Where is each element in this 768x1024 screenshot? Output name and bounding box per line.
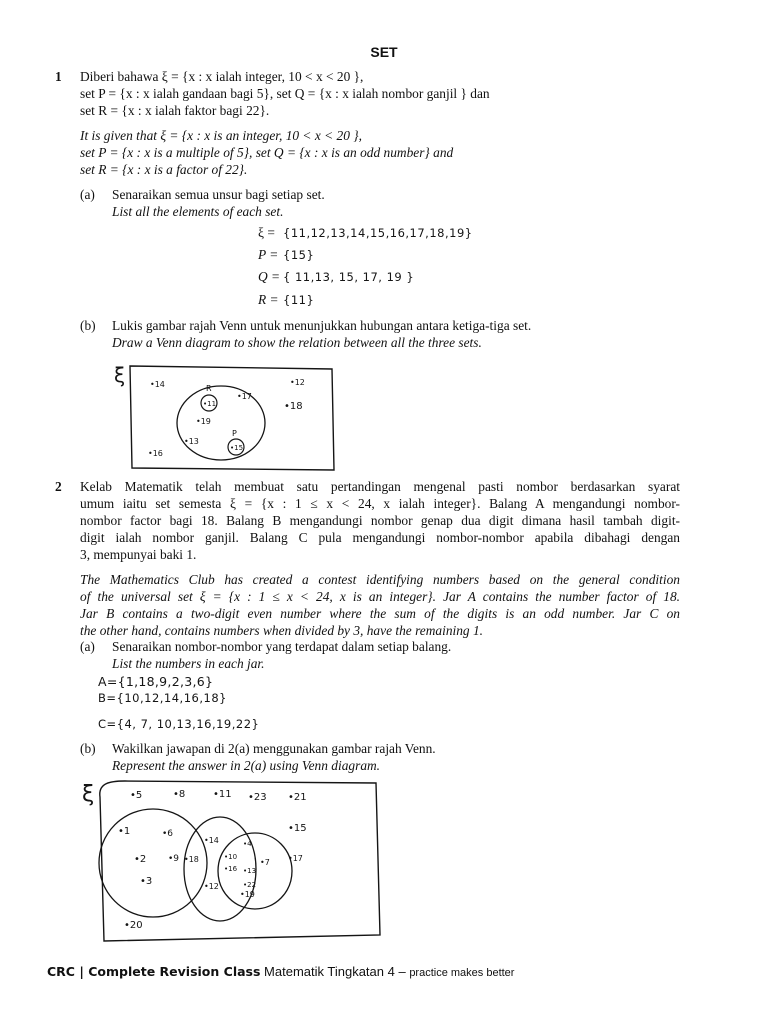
q1-venn-diagram xyxy=(110,360,345,476)
q2-malay-line-2: umum iaitu set semesta ξ = {x : 1 ≤ x < 24, x ialah integer}. Balang A mengandungi nombor- xyxy=(80,496,680,511)
q1-english-line-2: set P = {x : x is a multiple of 5}, set Q = {x : x is an odd number} and xyxy=(80,145,454,160)
question-1-number: 1 xyxy=(55,69,62,84)
q2-element-18-ab: •18 xyxy=(184,855,199,864)
q1a-p-answer: {15} xyxy=(283,248,315,262)
q2-element-14: •14 xyxy=(204,836,219,845)
footer-tagline: practice makes better xyxy=(409,967,515,979)
q1-label-r: R xyxy=(206,384,212,393)
q1-english-line-1: It is given that ξ = {x : x is an integer, 10 < x < 20 }, xyxy=(80,128,362,143)
q1-universal-symbol: ξ xyxy=(114,363,126,387)
q2-venn-diagram xyxy=(80,775,390,945)
q2b-label: (b) xyxy=(80,741,96,756)
q2-malay-line-3: nombor factor bagi 18. Balang B mengandungi nombor genap dua digit dimana hasil tambah digit- xyxy=(80,513,680,528)
q1-english-line-3: set R = {x : x is a factor of 22}. xyxy=(80,162,248,177)
q2-element-5: •5 xyxy=(130,790,143,801)
q2-element-22: •22 xyxy=(243,881,257,889)
q2a-answer-b: B={10,12,14,16,18} xyxy=(98,691,227,705)
q2-element-15: •15 xyxy=(288,823,307,834)
q1b-label: (b) xyxy=(80,318,96,333)
q2a-malay: Senaraikan nombor-nombor yang terdapat dalam setiap balang. xyxy=(112,639,452,654)
q1a-english: List all the elements of each set. xyxy=(112,204,284,219)
q2-element-4: •4 xyxy=(243,840,252,848)
q1a-label: (a) xyxy=(80,187,95,202)
q1-element-14: •14 xyxy=(150,380,165,389)
q2-universal-symbol: ξ xyxy=(82,782,95,807)
q1-element-11: •11 xyxy=(203,400,217,408)
q1-element-12: •12 xyxy=(290,378,305,387)
q1b-malay: Lukis gambar rajah Venn untuk menunjukkan hubungan antara ketiga-tiga set. xyxy=(112,318,532,333)
q1a-q-answer: { 11,13, 15, 17, 19 } xyxy=(283,270,415,284)
q1-element-17: •17 xyxy=(237,392,252,401)
q1-element-18: •18 xyxy=(284,401,303,412)
q2a-label: (a) xyxy=(80,639,95,654)
q1a-q-lhs: Q = xyxy=(258,269,281,284)
q2-element-9: •9 xyxy=(168,854,180,864)
q1-element-15: •15 xyxy=(230,444,244,452)
q2-element-17: •17 xyxy=(288,854,303,863)
q2-element-13: •13 xyxy=(243,867,257,875)
q1-malay-line-1: Diberi bahawa ξ = {x : x ialah integer, 10 < x < 20 }, xyxy=(80,69,364,84)
q1-label-p: P xyxy=(232,429,237,438)
q1a-r-lhs: R = xyxy=(258,292,279,307)
q2-element-10: •10 xyxy=(224,853,238,861)
q2-element-11: •11 xyxy=(213,789,232,800)
q2-element-1: •1 xyxy=(118,826,131,837)
q2-element-21: •21 xyxy=(288,792,307,803)
q2a-answer-c: C={4, 7, 10,13,16,19,22} xyxy=(98,717,260,731)
q2-english-line-4: the other hand, contains numbers when divided by 3, have the remaining 1. xyxy=(80,623,484,638)
q1-element-19: •19 xyxy=(196,417,211,426)
q2-english-line-3: Jar B contains a two-digit even number where the sum of the digits is an odd number. Jar C on xyxy=(80,606,680,621)
q1b-english: Draw a Venn diagram to show the relation between all the three sets. xyxy=(112,335,482,350)
footer-subject: Matematik Tingkatan 4 – xyxy=(264,964,406,979)
q1-malay-line-2: set P = {x : x ialah gandaan bagi 5}, set Q = {x : x ialah nombor ganjil } dan xyxy=(80,86,490,101)
q2b-english: Represent the answer in 2(a) using Venn diagram. xyxy=(112,758,381,773)
q2-element-2: •2 xyxy=(134,854,147,865)
q1-malay-line-3: set R = {x : x ialah faktor bagi 22}. xyxy=(80,103,270,118)
q2-element-8: •8 xyxy=(173,789,186,800)
q2-element-20: •20 xyxy=(124,920,143,931)
q2-element-7: •7 xyxy=(260,858,270,867)
q1-element-16: •16 xyxy=(148,449,163,458)
q2-malay-line-4: digit ialah nombor ganjil. Balang C pula mengandungi nombor-nombor apabila dibahagi dengan xyxy=(80,530,680,545)
q2-english-line-2: of the universal set ξ = {x : 1 ≤ x < 24, x is an integer}. Jar A contains the number factor of 18. xyxy=(80,589,680,604)
q1a-r-answer: {11} xyxy=(283,293,315,307)
q2-element-6: •6 xyxy=(162,829,174,839)
q2-english-line-1: The Mathematics Club has created a contest identifying numbers based on the general condition xyxy=(80,572,680,587)
q1a-universal-lhs: ξ = xyxy=(258,225,275,240)
q2b-malay: Wakilkan jawapan di 2(a) menggunakan gambar rajah Venn. xyxy=(112,741,436,756)
question-2-number: 2 xyxy=(55,479,62,494)
q1a-malay: Senaraikan semua unsur bagi setiap set. xyxy=(112,187,325,202)
q2a-english: List the numbers in each jar. xyxy=(112,656,265,671)
q2-element-23: •23 xyxy=(248,792,267,803)
q2-element-12: •12 xyxy=(204,882,219,891)
q1a-universal-answer: {11,12,13,14,15,16,17,18,19} xyxy=(283,226,473,240)
q1a-p-lhs: P = xyxy=(258,247,279,262)
page-title: SET xyxy=(370,44,398,60)
q2-element-16: •16 xyxy=(224,865,238,873)
q2-malay-line-5: 3, mempunyai baki 1. xyxy=(80,547,197,562)
q2-element-3: •3 xyxy=(140,876,153,887)
q2a-answer-a: A={1,18,9,2,3,6} xyxy=(98,674,214,689)
q2-element-19: •19 xyxy=(240,890,255,899)
q2-malay-line-1: Kelab Matematik telah membuat satu pertandingan mengenal pasti nombor berdasarkan syarat xyxy=(80,479,680,494)
footer-brand: CRC | Complete Revision Class xyxy=(47,964,261,979)
page-footer xyxy=(47,963,514,982)
q1-element-13: •13 xyxy=(184,437,199,446)
